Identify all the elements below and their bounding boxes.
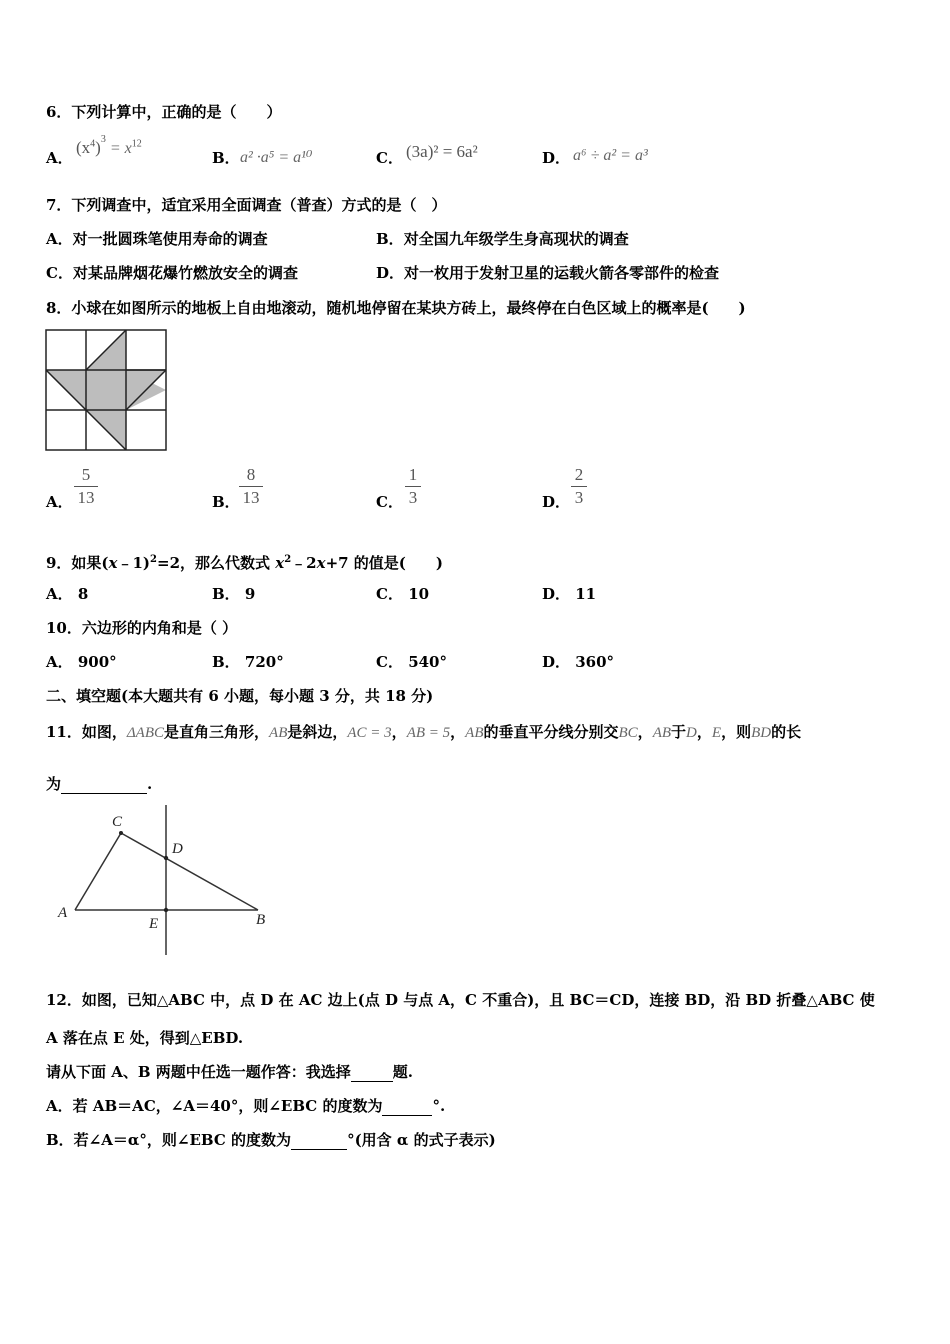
- part-a-blank[interactable]: [382, 1115, 432, 1116]
- q10-option-a: A． 900°: [46, 653, 117, 671]
- label-b: B: [256, 912, 266, 928]
- q12-line1: 12．如图，已知△ABC 中，点 D 在 AC 边上(点 D 与点 A，C 不重合)，且 BC＝CD，连接 BD，沿 BD 折叠△ABC 使: [46, 991, 875, 1009]
- q6-option-d: D．: [542, 149, 571, 167]
- q6-stem: 6．下列计算中，正确的是（ ）: [46, 103, 282, 121]
- label-e: E: [149, 916, 159, 932]
- q8-stem: 8．小球在如图所示的地板上自由地滚动，随机地停留在某块方砖上，最终停在白色区域上的概率是( ): [46, 299, 746, 317]
- section-heading: 二、填空题(本大题共有 6 小题，每小题 3 分，共 18 分): [46, 687, 434, 705]
- q7-stem: 7．下列调查中，适宜采用全面调查（普查）方式的是（ ）: [46, 196, 447, 214]
- q6-option-d-expr: a⁶ ÷ a² = a³: [573, 147, 648, 164]
- q8-option-d: D．: [542, 493, 571, 511]
- q10-option-d: D． 360°: [542, 653, 615, 671]
- q6-option-a-expr: $(x^4)^3 = x^{12}$: [76, 134, 142, 157]
- q12-part-b: B．若∠A＝α°，则∠EBC 的度数为 °(用含 α 的式子表示): [46, 1131, 496, 1149]
- q10-option-c: C． 540°: [376, 653, 447, 671]
- q12-line2: A 落在点 E 处，得到△EBD.: [46, 1029, 244, 1047]
- q12-part-a: A．若 AB＝AC，∠A＝40°，则∠EBC 的度数为 °.: [46, 1097, 446, 1115]
- q6-option-b: B．: [212, 149, 240, 167]
- q9-option-b: B． 9: [212, 585, 256, 603]
- q9-stem: 9．如果(x﹣1)$^2$=2，那么代数式 $x^2﹣2x+7$ 的值是( ): [46, 554, 443, 572]
- q6-option-c-expr: (3a)² = 6a²: [406, 142, 478, 161]
- label-a: A: [58, 905, 68, 921]
- q7-option-c: C．对某品牌烟花爆竹燃放安全的调查: [46, 264, 298, 282]
- q8-tile-figure: [44, 328, 168, 452]
- q7-option-d: D．对一枚用于发射卫星的运载火箭各零部件的检查: [376, 264, 720, 282]
- label-d: D: [172, 841, 183, 857]
- q10-stem: 10．六边形的内角和是（ ）: [46, 619, 238, 637]
- q11-stem: 11．如图，ΔABC是直角三角形，AB是斜边，AC = 3，AB = 5，AB的垂直平分线分别交BC，AB于D，E，则BD的长: [46, 723, 802, 741]
- answer-blank[interactable]: [61, 793, 147, 794]
- q11-triangle-figure: [50, 800, 280, 960]
- q8-option-a: A．: [46, 493, 73, 511]
- q9-option-d: D． 11: [542, 585, 597, 603]
- q12-choice-line: 请从下面 A、B 两题中任选一题作答：我选择 题.: [46, 1063, 413, 1081]
- q8-option-a-fraction: 5 13: [74, 466, 98, 507]
- q6-option-a: [46, 148, 73, 168]
- q8-option-c: C．: [376, 493, 403, 511]
- q8-option-c-fraction: 1 3: [405, 466, 421, 507]
- q10-option-b: B． 720°: [212, 653, 284, 671]
- option-label: A．: [46, 149, 73, 167]
- q8-option-b: B．: [212, 493, 240, 511]
- q6-option-b-expr: a² ·a⁵ = a¹⁰: [240, 149, 313, 166]
- q9-option-c: C． 10: [376, 585, 430, 603]
- q11-answer-line: 为 .: [46, 775, 153, 793]
- q8-option-d-fraction: 2 3: [571, 466, 587, 507]
- q8-option-b-fraction: 8 13: [239, 466, 263, 507]
- q6-option-c: C．: [376, 149, 403, 167]
- q7-option-b: B．对全国九年级学生身高现状的调查: [376, 230, 629, 248]
- label-c: C: [112, 814, 123, 830]
- q7-option-a: A．对一批圆珠笔使用寿命的调查: [46, 230, 268, 248]
- choice-blank[interactable]: [351, 1081, 393, 1082]
- q9-option-a: A． 8: [46, 585, 89, 603]
- part-b-blank[interactable]: [291, 1149, 347, 1150]
